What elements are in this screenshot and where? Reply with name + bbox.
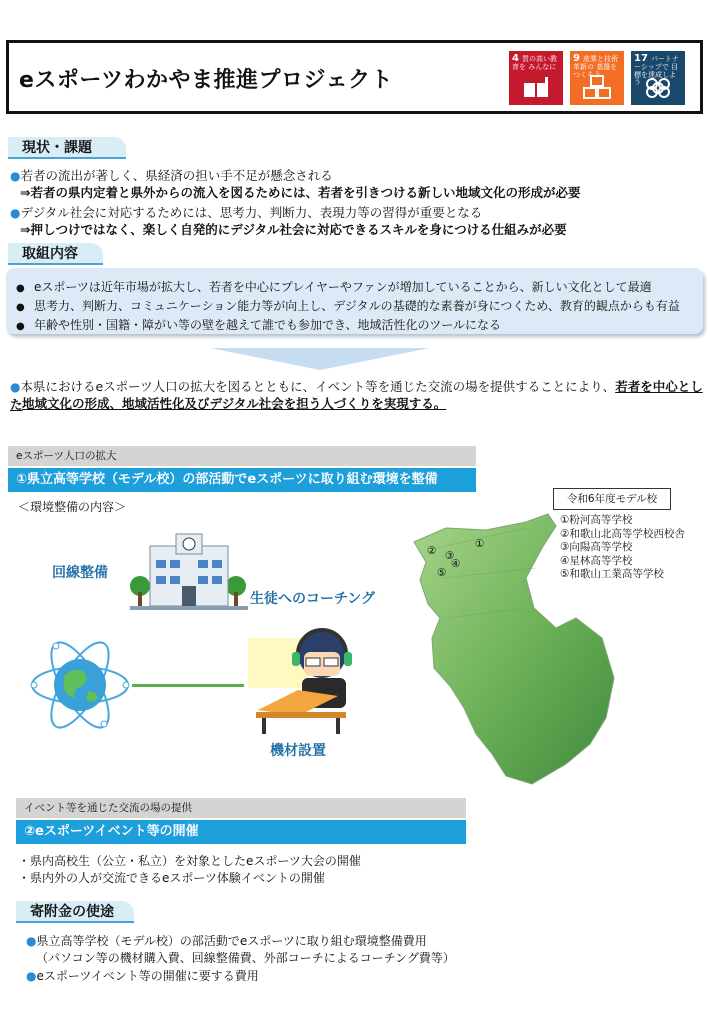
bullet-icon: ● (10, 380, 21, 394)
approach-point-1: ● eスポーツは近年市場が拡大し、若者を中心にプレイヤーやファンが増加していることから、新しい文化として最適 (16, 280, 652, 294)
events-gray-label: イベント等を通じた交流の場の提供 (16, 798, 466, 818)
school-item: ②和歌山北高等学校西校舎 (560, 527, 685, 540)
school-item: ⑤和歌山工業高等学校 (560, 568, 664, 580)
gamer-pc-icon (248, 618, 364, 734)
map-marker-5: ⑤ (437, 567, 447, 579)
section-heading-approach: 取組内容 (8, 243, 103, 265)
page-title: eスポーツわかやま推進プロジェクト (19, 68, 394, 93)
school-building-icon (130, 530, 248, 610)
line-setup-label: 回線整備 (52, 565, 108, 581)
event-item-1: ・県内高校生（公立・私立）を対象としたeスポーツ大会の開催 (18, 854, 361, 868)
section-heading-donation: 寄附金の使途 (16, 901, 134, 923)
sdg-goal-4-icon: 4 質の高い教育を みんなに (509, 51, 563, 105)
map-marker-4: ④ (451, 558, 461, 570)
event-item-2: ・県内外の人が交流できるeスポーツ体験イベントの開催 (18, 871, 325, 885)
approach-panel (6, 268, 703, 334)
events-blue-label: ②eスポーツイベント等の開催 (16, 820, 466, 844)
bullet-icon: ● (10, 206, 21, 220)
model-school-title: 令和6年度モデル校 (553, 488, 671, 510)
school-item: ③向陽高等学校 (560, 541, 633, 553)
approach-conclusion: ●本県におけるeスポーツ人口の拡大を図るとともに、イベント等を通じた交流の場を提供することにより、若者を中心とした (10, 379, 703, 412)
coaching-label: 生徒へのコーチング (250, 591, 376, 607)
current-item-1-strong: ⇒若者の県内定着と県外からの流入を図るためには、若者を引きつける新しい地域文化の形成が必要 (20, 185, 581, 200)
current-item-2-strong: ⇒押しつけではなく、楽しく自発的にデジタル社会に対応できるスキルを身につける仕組みが必要 (20, 222, 567, 237)
sdg-goal-17-icon: 17 パートナーシップで 目標を達成しよう (631, 51, 685, 105)
current-item-1: ●若者の流出が著しく、県経済の担い手不足が懸念される (10, 168, 333, 183)
bullet-icon: ● (26, 969, 37, 983)
section-heading-current: 現状・課題 (8, 137, 126, 159)
globe-network-icon (28, 638, 132, 732)
map-marker-1: ① (475, 538, 485, 550)
bullet-icon: ● (10, 169, 21, 183)
bullet-icon: ● (26, 934, 37, 948)
title-box (6, 40, 703, 114)
approach-point-2: ● 思考力、判断力、コミュニケーション能力等が向上し、デジタルの基礎的な素養が身につくため、教育的観点からも有益 (16, 299, 680, 313)
map-marker-2: ② (427, 545, 437, 557)
sdg-goal-9-icon: 9 産業と技術革新の 基盤をつくろう (570, 51, 624, 105)
environment-content-label: ＜環境整備の内容＞ (18, 500, 127, 514)
approach-conclusion-strong: 地域文化の形成、地域活性化及びデジタル社会を担う人づくりを実現する。 (22, 396, 447, 411)
donation-item-1-sub: （パソコン等の機材購入費、回線整備費、外部コーチによるコーチング費等） (36, 951, 455, 965)
equipment-label: 機材設置 (270, 743, 326, 759)
current-item-2: ●デジタル社会に対応するためには、思考力、判断力、表現力等の習得が重要となる (10, 205, 483, 220)
map-marker-3: ③ (445, 550, 455, 562)
expansion-blue-label: ①県立高等学校（モデル校）の部活動でeスポーツに取り組む環境を整備 (8, 468, 476, 492)
donation-item-2: ●eスポーツイベント等の開催に要する費用 (26, 969, 259, 983)
school-item: ④星林高等学校 (560, 554, 633, 567)
school-list (560, 514, 708, 582)
expansion-gray-label: eスポーツ人口の拡大 (8, 446, 476, 466)
approach-point-3: ● 年齢や性別・国籍・障がい等の壁を越えて誰でも参加でき、地域活性化のツールになる (16, 318, 502, 332)
connection-line (132, 684, 244, 687)
donation-item-1: ●県立高等学校（モデル校）の部活動でeスポーツに取り組む環境整備費用 (26, 934, 427, 948)
down-arrow-icon (210, 348, 430, 370)
school-item: ①粉河高等学校 (560, 514, 633, 526)
